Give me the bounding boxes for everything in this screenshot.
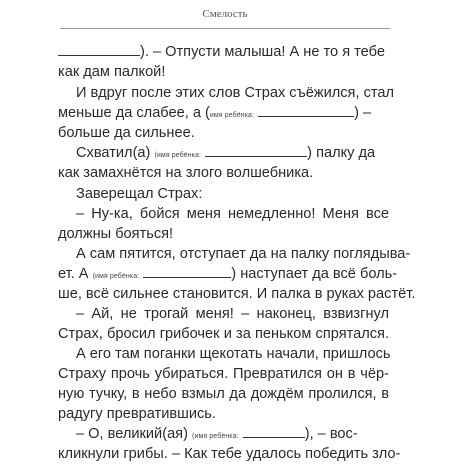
text-line-8: Заверещал Страх:: [76, 186, 203, 202]
text-line-1: ). – Отпусти малыша! А не то я тебе: [58, 43, 389, 62]
text-line-11: А сам пятится, отступает да на палку поглядыва-: [76, 246, 411, 262]
text-line-5: больше да сильнее.: [58, 125, 195, 141]
text-line-14: – Ай, не трогай меня! – наконец, взвизгнул: [76, 306, 389, 322]
name-blank[interactable]: [258, 105, 354, 117]
running-header: Смелость: [202, 8, 248, 20]
text-line-6: Схватил(а) (имя ребёнка: ) палку да: [76, 145, 376, 161]
text-line-21: кликнули грибы. – Как тебе удалось победить зло-: [58, 446, 401, 462]
text-line-4: меньше да слабее, а (имя ребёнка: ) –: [58, 105, 372, 121]
header-rule: [60, 28, 390, 29]
text-line-17: Страху прочь убираться. Превратился он в чёр-: [58, 366, 389, 382]
text-line-13: ше, всё сильнее становится. И палка в руках растёт.: [58, 286, 416, 302]
text-line-2: как дам палкой!: [58, 64, 166, 80]
name-blank[interactable]: [243, 426, 305, 438]
name-blank[interactable]: [58, 44, 140, 56]
text-line-20: – О, великий(ая) (имя ребёнка: ), – вос-: [76, 426, 358, 442]
text-line-7: как замахнётся на злого волшебника.: [58, 165, 314, 181]
name-blank[interactable]: [205, 145, 307, 157]
text-line-10: должны бояться!: [58, 226, 174, 242]
text-line-16: А его там поганки щекотать начали, пришлось: [76, 346, 391, 362]
text-line-3: И вдруг после этих слов Страх съёжился, стал: [76, 85, 395, 101]
text-line-18: ную тучку, в небо взмыл да дождём пролился, в: [58, 386, 389, 402]
text-line-9: – Ну-ка, бойся меня немедленно! Меня все: [76, 206, 389, 222]
text-line-19: радугу превратившись.: [58, 406, 216, 422]
name-blank[interactable]: [143, 266, 231, 278]
text-line-15: Страх, бросил грибочек и за пеньком спрятался.: [58, 326, 389, 342]
text-line-12: ет. А (имя ребёнка: ) наступает да всё боль-: [58, 266, 398, 282]
